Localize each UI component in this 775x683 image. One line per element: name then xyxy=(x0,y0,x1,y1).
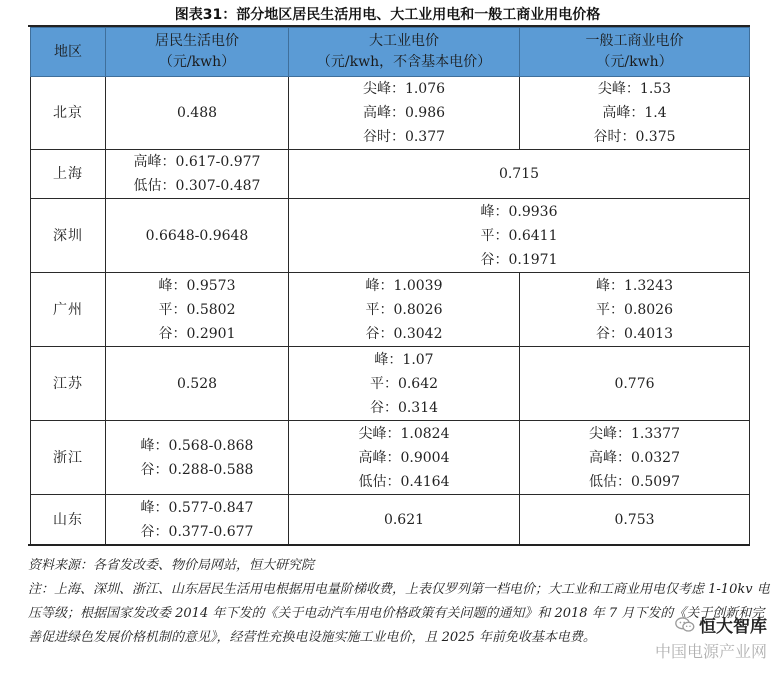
region-cell: 江苏 xyxy=(31,347,106,421)
watermark xyxy=(655,612,767,662)
figure-title: 图表31：部分地区居民生活用电、大工业用电和一般工商业用电价格 xyxy=(174,7,601,23)
region-cell: 深圳 xyxy=(31,199,106,273)
table-row xyxy=(31,150,750,199)
commercial-cell: 峰：1.3243 平：0.8026 谷：0.4013 xyxy=(520,273,750,347)
residential-cell: 峰：0.568-0.868 谷：0.288-0.588 xyxy=(106,421,289,495)
electricity-price-table xyxy=(30,27,750,545)
watermark-site: 中国电源产业网 xyxy=(654,642,767,661)
table-row xyxy=(31,347,750,421)
header-residential: 居民生活电价 （元/kwh） xyxy=(106,28,289,77)
industrial-cell: 0.621 xyxy=(289,495,520,545)
commercial-cell: 尖峰：1.53 高峰：1.4 谷时：0.375 xyxy=(520,77,750,150)
residential-cell: 0.6648-0.9648 xyxy=(106,199,289,273)
region-cell: 广州 xyxy=(31,273,106,347)
commercial-cell: 0.776 xyxy=(520,347,750,421)
region-cell: 浙江 xyxy=(31,421,106,495)
watermark-brand: 恒大智库 xyxy=(699,617,767,637)
table-row xyxy=(31,273,750,347)
residential-cell: 0.488 xyxy=(106,77,289,150)
industrial-cell: 峰：1.07 平：0.642 谷：0.314 xyxy=(289,347,520,421)
industrial-cell: 尖峰：1.076 高峰：0.986 谷时：0.377 xyxy=(289,77,520,150)
header-row xyxy=(31,28,750,77)
industrial-cell: 峰：1.0039 平：0.8026 谷：0.3042 xyxy=(289,273,520,347)
region-cell: 上海 xyxy=(31,150,106,199)
region-cell: 北京 xyxy=(31,77,106,150)
residential-cell: 0.528 xyxy=(106,347,289,421)
merged-price-cell: 峰：0.9936 平：0.6411 谷：0.1971 xyxy=(289,199,750,273)
commercial-cell: 0.753 xyxy=(520,495,750,545)
residential-cell: 高峰：0.617-0.977 低估：0.307-0.487 xyxy=(106,150,289,199)
wechat-icon xyxy=(675,616,695,634)
header-industrial: 大工业电价 （元/kwh，不含基本电价） xyxy=(289,28,520,77)
commercial-cell: 尖峰：1.3377 高峰：0.0327 低估：0.5097 xyxy=(520,421,750,495)
merged-price-cell: 0.715 xyxy=(289,150,750,199)
table-row xyxy=(31,199,750,273)
residential-cell: 峰：0.9573 平：0.5802 谷：0.2901 xyxy=(106,273,289,347)
table-row xyxy=(31,495,750,545)
region-cell: 山东 xyxy=(31,495,106,545)
residential-cell: 峰：0.577-0.847 谷：0.377-0.677 xyxy=(106,495,289,545)
table-row xyxy=(31,421,750,495)
note-text: 注：上海、深圳、浙江、山东居民生活用电根据用电量阶梯收费，上表仅罗列第一档电价；大工业和工商业用电仅考虑 1-10kv 电压等级；根据国家发改委 2014 年下发的《关于电动汽车用电价格政策有关问题的通知》和 2018 年 7 月下发的《关于创新和完善促进绿色发展价格机制的意见》，经营性充换电设施实施工业电价，且 2025 年前免收基本电费。 xyxy=(28,582,770,645)
header-region: 地区 xyxy=(31,28,106,77)
industrial-cell: 尖峰：1.0824 高峰：0.9004 低估：0.4164 xyxy=(289,421,520,495)
footer-rule xyxy=(28,544,750,546)
source-text: 资料来源：各省发改委、物价局网站，恒大研究院 xyxy=(28,558,315,573)
table-row xyxy=(31,77,750,150)
header-commercial: 一般工商业电价 （元/kwh） xyxy=(520,28,750,77)
